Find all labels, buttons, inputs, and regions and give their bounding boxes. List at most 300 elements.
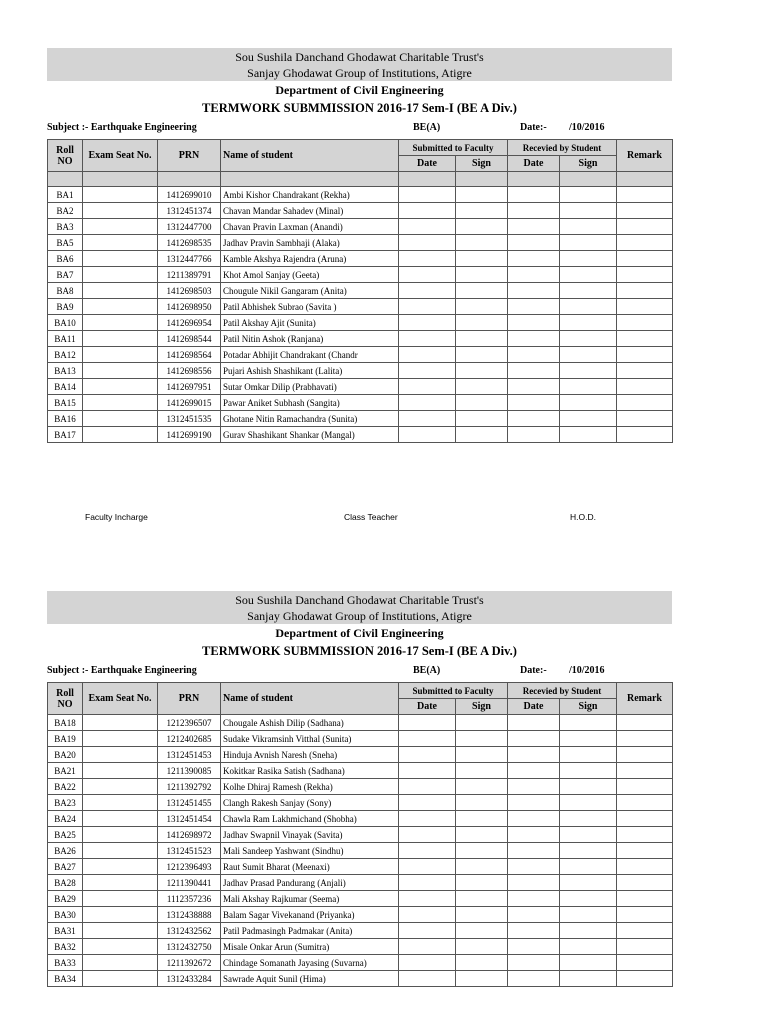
prn-cell: 1312447766 bbox=[158, 251, 221, 267]
roll-cell: BA14 bbox=[48, 379, 83, 395]
attendance-table bbox=[47, 139, 673, 443]
roll-cell: BA17 bbox=[48, 427, 83, 443]
name-cell: Kokitkar Rasika Satish (Sadhana) bbox=[221, 763, 399, 779]
submitted-date-cell bbox=[399, 827, 456, 843]
submitted-sign-cell bbox=[456, 731, 508, 747]
date-label: Date:- bbox=[520, 665, 547, 676]
attendance-table bbox=[47, 682, 673, 987]
received-sign-cell bbox=[560, 299, 617, 315]
submitted-date-cell bbox=[399, 379, 456, 395]
seat-cell bbox=[83, 283, 158, 299]
name-cell: Ambi Kishor Chandrakant (Rekha) bbox=[221, 187, 399, 203]
table-row bbox=[48, 795, 673, 811]
remark-cell bbox=[617, 299, 673, 315]
department-title: Department of Civil Engineering bbox=[275, 83, 444, 97]
col-date: Date bbox=[508, 699, 560, 715]
received-date-cell bbox=[508, 187, 560, 203]
submitted-sign-cell bbox=[456, 235, 508, 251]
submitted-sign-cell bbox=[456, 427, 508, 443]
received-date-cell bbox=[508, 939, 560, 955]
name-cell: Chavan Mandar Sahadev (Minal) bbox=[221, 203, 399, 219]
col-submitted: Submitted to Faculty bbox=[399, 683, 508, 699]
table-row bbox=[48, 811, 673, 827]
received-sign-cell bbox=[560, 395, 617, 411]
submitted-sign-cell bbox=[456, 779, 508, 795]
seat-cell bbox=[83, 747, 158, 763]
name-cell: Jadhav Pravin Sambhaji (Alaka) bbox=[221, 235, 399, 251]
received-sign-cell bbox=[560, 923, 617, 939]
institution-name: Sanjay Ghodawat Group of Institutions, Atigre bbox=[247, 66, 472, 80]
seat-cell bbox=[83, 731, 158, 747]
submitted-date-cell bbox=[399, 875, 456, 891]
table-row bbox=[48, 427, 673, 443]
table-row bbox=[48, 411, 673, 427]
remark-cell bbox=[617, 379, 673, 395]
hod-signature-label: H.O.D. bbox=[570, 512, 596, 522]
remark-cell bbox=[617, 251, 673, 267]
name-cell: Khot Amol Sanjay (Geeta) bbox=[221, 267, 399, 283]
remark-cell bbox=[617, 763, 673, 779]
submitted-sign-cell bbox=[456, 891, 508, 907]
submitted-sign-cell bbox=[456, 347, 508, 363]
col-remark: Remark bbox=[617, 683, 673, 715]
col-submitted: Submitted to Faculty bbox=[399, 140, 508, 156]
submitted-sign-cell bbox=[456, 795, 508, 811]
roll-cell: BA2 bbox=[48, 203, 83, 219]
received-sign-cell bbox=[560, 747, 617, 763]
received-sign-cell bbox=[560, 315, 617, 331]
roll-cell: BA15 bbox=[48, 395, 83, 411]
received-sign-cell bbox=[560, 347, 617, 363]
seat-cell bbox=[83, 955, 158, 971]
prn-cell: 1211390441 bbox=[158, 875, 221, 891]
remark-cell bbox=[617, 811, 673, 827]
received-sign-cell bbox=[560, 955, 617, 971]
remark-cell bbox=[617, 267, 673, 283]
prn-cell: 1412698950 bbox=[158, 299, 221, 315]
submitted-sign-cell bbox=[456, 203, 508, 219]
submitted-date-cell bbox=[399, 971, 456, 987]
submitted-date-cell bbox=[399, 923, 456, 939]
received-date-cell bbox=[508, 315, 560, 331]
received-sign-cell bbox=[560, 187, 617, 203]
name-cell: Jadhav Swapnil Vinayak (Savita) bbox=[221, 827, 399, 843]
received-sign-cell bbox=[560, 891, 617, 907]
received-date-cell bbox=[508, 875, 560, 891]
prn-cell: 1312432750 bbox=[158, 939, 221, 955]
roll-cell: BA1 bbox=[48, 187, 83, 203]
name-cell: Misale Onkar Arun (Sumitra) bbox=[221, 939, 399, 955]
name-cell: Clangh Rakesh Sanjay (Sony) bbox=[221, 795, 399, 811]
table-row bbox=[48, 347, 673, 363]
department-title: Department of Civil Engineering bbox=[275, 626, 444, 640]
seat-cell bbox=[83, 939, 158, 955]
seat-cell bbox=[83, 347, 158, 363]
submitted-date-cell bbox=[399, 395, 456, 411]
header-box bbox=[47, 48, 672, 81]
submitted-date-cell bbox=[399, 363, 456, 379]
table-row bbox=[48, 827, 673, 843]
table-row bbox=[48, 395, 673, 411]
submitted-date-cell bbox=[399, 795, 456, 811]
trust-name: Sou Sushila Danchand Ghodawat Charitable Trust's bbox=[235, 593, 484, 607]
subject-line bbox=[47, 117, 672, 139]
col-roll: Roll NO bbox=[48, 683, 83, 715]
received-date-cell bbox=[508, 811, 560, 827]
institution-name: Sanjay Ghodawat Group of Institutions, Atigre bbox=[247, 609, 472, 623]
submitted-sign-cell bbox=[456, 251, 508, 267]
col-date: Date bbox=[399, 699, 456, 715]
received-date-cell bbox=[508, 843, 560, 859]
seat-cell bbox=[83, 331, 158, 347]
remark-cell bbox=[617, 795, 673, 811]
prn-cell: 1412699015 bbox=[158, 395, 221, 411]
received-sign-cell bbox=[560, 411, 617, 427]
submitted-sign-cell bbox=[456, 411, 508, 427]
submitted-date-cell bbox=[399, 411, 456, 427]
received-date-cell bbox=[508, 235, 560, 251]
submitted-sign-cell bbox=[456, 923, 508, 939]
name-cell: Chougale Ashish Dilip (Sadhana) bbox=[221, 715, 399, 731]
submitted-date-cell bbox=[399, 811, 456, 827]
table-row bbox=[48, 779, 673, 795]
prn-cell: 1312451455 bbox=[158, 795, 221, 811]
col-received: Recevied by Student bbox=[508, 683, 617, 699]
received-sign-cell bbox=[560, 731, 617, 747]
received-sign-cell bbox=[560, 971, 617, 987]
submitted-date-cell bbox=[399, 299, 456, 315]
remark-cell bbox=[617, 411, 673, 427]
seat-cell bbox=[83, 251, 158, 267]
received-date-cell bbox=[508, 267, 560, 283]
prn-cell: 1312451523 bbox=[158, 843, 221, 859]
submitted-sign-cell bbox=[456, 747, 508, 763]
table-row bbox=[48, 731, 673, 747]
submitted-sign-cell bbox=[456, 187, 508, 203]
roll-cell: BA32 bbox=[48, 939, 83, 955]
received-sign-cell bbox=[560, 875, 617, 891]
remark-cell bbox=[617, 907, 673, 923]
submitted-date-cell bbox=[399, 267, 456, 283]
prn-cell: 1312451453 bbox=[158, 747, 221, 763]
name-cell: Hinduja Avnish Naresh (Sneha) bbox=[221, 747, 399, 763]
sheet-1 bbox=[47, 48, 672, 443]
submitted-date-cell bbox=[399, 955, 456, 971]
roll-cell: BA3 bbox=[48, 219, 83, 235]
prn-cell: 1312451535 bbox=[158, 411, 221, 427]
received-sign-cell bbox=[560, 219, 617, 235]
document-title: TERMWORK SUBMMISSION 2016-17 Sem-I (BE A Div.) bbox=[202, 644, 517, 658]
seat-cell bbox=[83, 219, 158, 235]
table-row bbox=[48, 203, 673, 219]
received-date-cell bbox=[508, 411, 560, 427]
date-value: /10/2016 bbox=[569, 122, 605, 133]
table-row bbox=[48, 891, 673, 907]
table-row bbox=[48, 187, 673, 203]
col-name: Name of student bbox=[221, 683, 399, 715]
remark-cell bbox=[617, 347, 673, 363]
received-date-cell bbox=[508, 219, 560, 235]
received-sign-cell bbox=[560, 363, 617, 379]
received-date-cell bbox=[508, 763, 560, 779]
received-sign-cell bbox=[560, 859, 617, 875]
submitted-date-cell bbox=[399, 779, 456, 795]
table-row bbox=[48, 331, 673, 347]
received-sign-cell bbox=[560, 267, 617, 283]
table-row bbox=[48, 971, 673, 987]
received-date-cell bbox=[508, 779, 560, 795]
col-prn: PRN bbox=[158, 683, 221, 715]
table-row bbox=[48, 907, 673, 923]
remark-cell bbox=[617, 731, 673, 747]
remark-cell bbox=[617, 235, 673, 251]
prn-cell: 1211389791 bbox=[158, 267, 221, 283]
received-date-cell bbox=[508, 955, 560, 971]
remark-cell bbox=[617, 363, 673, 379]
table-row bbox=[48, 235, 673, 251]
table-row bbox=[48, 763, 673, 779]
name-cell: Sudake Vikramsinh Vitthal (Sunita) bbox=[221, 731, 399, 747]
submitted-date-cell bbox=[399, 427, 456, 443]
received-date-cell bbox=[508, 251, 560, 267]
roll-cell: BA30 bbox=[48, 907, 83, 923]
submitted-date-cell bbox=[399, 843, 456, 859]
table-row bbox=[48, 251, 673, 267]
submitted-date-cell bbox=[399, 347, 456, 363]
roll-cell: BA8 bbox=[48, 283, 83, 299]
submitted-sign-cell bbox=[456, 267, 508, 283]
seat-cell bbox=[83, 395, 158, 411]
seat-cell bbox=[83, 923, 158, 939]
prn-cell: 1312451374 bbox=[158, 203, 221, 219]
seat-cell bbox=[83, 779, 158, 795]
roll-cell: BA19 bbox=[48, 731, 83, 747]
received-date-cell bbox=[508, 891, 560, 907]
name-cell: Chougule Nikil Gangaram (Anita) bbox=[221, 283, 399, 299]
seat-cell bbox=[83, 203, 158, 219]
prn-cell: 1312433284 bbox=[158, 971, 221, 987]
faculty-signature-label: Faculty Incharge bbox=[85, 512, 148, 522]
prn-cell: 1412698556 bbox=[158, 363, 221, 379]
name-cell: Jadhav Prasad Pandurang (Anjali) bbox=[221, 875, 399, 891]
table-row bbox=[48, 875, 673, 891]
submitted-date-cell bbox=[399, 315, 456, 331]
submitted-date-cell bbox=[399, 187, 456, 203]
prn-cell: 1312432562 bbox=[158, 923, 221, 939]
submitted-date-cell bbox=[399, 219, 456, 235]
name-cell: Patil Akshay Ajit (Sunita) bbox=[221, 315, 399, 331]
submitted-sign-cell bbox=[456, 331, 508, 347]
roll-cell: BA22 bbox=[48, 779, 83, 795]
prn-cell: 1212402685 bbox=[158, 731, 221, 747]
remark-cell bbox=[617, 827, 673, 843]
received-sign-cell bbox=[560, 427, 617, 443]
roll-cell: BA16 bbox=[48, 411, 83, 427]
subject-label: Subject :- Earthquake Engineering bbox=[47, 665, 197, 676]
name-cell: Potadar Abhijit Chandrakant (Chandr bbox=[221, 347, 399, 363]
col-sign: Sign bbox=[560, 156, 617, 172]
subject-line bbox=[47, 660, 672, 682]
prn-cell: 1412698544 bbox=[158, 331, 221, 347]
seat-cell bbox=[83, 859, 158, 875]
submitted-sign-cell bbox=[456, 315, 508, 331]
table-row bbox=[48, 315, 673, 331]
received-sign-cell bbox=[560, 235, 617, 251]
seat-cell bbox=[83, 411, 158, 427]
remark-cell bbox=[617, 971, 673, 987]
prn-cell: 1211392672 bbox=[158, 955, 221, 971]
received-sign-cell bbox=[560, 843, 617, 859]
seat-cell bbox=[83, 811, 158, 827]
roll-cell: BA29 bbox=[48, 891, 83, 907]
remark-cell bbox=[617, 395, 673, 411]
table-row bbox=[48, 267, 673, 283]
table-row bbox=[48, 363, 673, 379]
class-label: BE(A) bbox=[413, 665, 441, 676]
col-seat: Exam Seat No. bbox=[83, 683, 158, 715]
remark-cell bbox=[617, 203, 673, 219]
remark-cell bbox=[617, 939, 673, 955]
col-remark: Remark bbox=[617, 140, 673, 172]
prn-cell: 1212396493 bbox=[158, 859, 221, 875]
prn-cell: 1412698503 bbox=[158, 283, 221, 299]
received-sign-cell bbox=[560, 203, 617, 219]
remark-cell bbox=[617, 843, 673, 859]
received-date-cell bbox=[508, 331, 560, 347]
remark-cell bbox=[617, 955, 673, 971]
remark-cell bbox=[617, 891, 673, 907]
name-cell: Sawrade Aquit Sunil (Hima) bbox=[221, 971, 399, 987]
table-row bbox=[48, 379, 673, 395]
seat-cell bbox=[83, 187, 158, 203]
seat-cell bbox=[83, 299, 158, 315]
received-sign-cell bbox=[560, 283, 617, 299]
name-cell: Patil Padmasingh Padmakar (Anita) bbox=[221, 923, 399, 939]
remark-cell bbox=[617, 747, 673, 763]
submitted-date-cell bbox=[399, 747, 456, 763]
header-box bbox=[47, 591, 672, 624]
name-cell: Pawar Aniket Subhash (Sangita) bbox=[221, 395, 399, 411]
col-date: Date bbox=[508, 156, 560, 172]
submitted-sign-cell bbox=[456, 395, 508, 411]
roll-cell: BA26 bbox=[48, 843, 83, 859]
roll-cell: BA9 bbox=[48, 299, 83, 315]
roll-cell: BA6 bbox=[48, 251, 83, 267]
col-sign: Sign bbox=[560, 699, 617, 715]
received-date-cell bbox=[508, 379, 560, 395]
seat-cell bbox=[83, 379, 158, 395]
roll-cell: BA23 bbox=[48, 795, 83, 811]
prn-cell: 1412696954 bbox=[158, 315, 221, 331]
submitted-date-cell bbox=[399, 891, 456, 907]
received-date-cell bbox=[508, 827, 560, 843]
table-row bbox=[48, 747, 673, 763]
roll-cell: BA28 bbox=[48, 875, 83, 891]
submitted-date-cell bbox=[399, 859, 456, 875]
name-cell: Raut Sumit Bharat (Meenaxi) bbox=[221, 859, 399, 875]
received-sign-cell bbox=[560, 907, 617, 923]
roll-cell: BA34 bbox=[48, 971, 83, 987]
remark-cell bbox=[617, 779, 673, 795]
subject-label: Subject :- Earthquake Engineering bbox=[47, 122, 197, 133]
submitted-sign-cell bbox=[456, 299, 508, 315]
name-cell: Kolhe Dhiraj Ramesh (Rekha) bbox=[221, 779, 399, 795]
received-date-cell bbox=[508, 363, 560, 379]
col-received: Recevied by Student bbox=[508, 140, 617, 156]
prn-cell: 1211390085 bbox=[158, 763, 221, 779]
seat-cell bbox=[83, 827, 158, 843]
roll-cell: BA25 bbox=[48, 827, 83, 843]
sheet-2 bbox=[47, 591, 672, 987]
col-prn: PRN bbox=[158, 140, 221, 172]
received-sign-cell bbox=[560, 251, 617, 267]
remark-cell bbox=[617, 923, 673, 939]
submitted-date-cell bbox=[399, 763, 456, 779]
table-row bbox=[48, 859, 673, 875]
remark-cell bbox=[617, 283, 673, 299]
submitted-sign-cell bbox=[456, 219, 508, 235]
received-sign-cell bbox=[560, 379, 617, 395]
seat-cell bbox=[83, 715, 158, 731]
submitted-date-cell bbox=[399, 731, 456, 747]
received-date-cell bbox=[508, 795, 560, 811]
seat-cell bbox=[83, 763, 158, 779]
submitted-sign-cell bbox=[456, 763, 508, 779]
table-row bbox=[48, 955, 673, 971]
table-row bbox=[48, 299, 673, 315]
name-cell: Balam Sagar Vivekanand (Priyanka) bbox=[221, 907, 399, 923]
roll-cell: BA20 bbox=[48, 747, 83, 763]
col-sign: Sign bbox=[456, 699, 508, 715]
submitted-sign-cell bbox=[456, 907, 508, 923]
name-cell: Sutar Omkar Dilip (Prabhavati) bbox=[221, 379, 399, 395]
received-date-cell bbox=[508, 859, 560, 875]
prn-cell: 1312438888 bbox=[158, 907, 221, 923]
name-cell: Patil Nitin Ashok (Ranjana) bbox=[221, 331, 399, 347]
document-title: TERMWORK SUBMMISSION 2016-17 Sem-I (BE A Div.) bbox=[202, 101, 517, 115]
submitted-sign-cell bbox=[456, 859, 508, 875]
table-row bbox=[48, 939, 673, 955]
class-label: BE(A) bbox=[413, 122, 441, 133]
prn-cell: 1412699010 bbox=[158, 187, 221, 203]
received-sign-cell bbox=[560, 827, 617, 843]
remark-cell bbox=[617, 331, 673, 347]
received-date-cell bbox=[508, 299, 560, 315]
roll-cell: BA18 bbox=[48, 715, 83, 731]
name-cell: Patil Abhishek Subrao (Savita ) bbox=[221, 299, 399, 315]
seat-cell bbox=[83, 427, 158, 443]
received-sign-cell bbox=[560, 811, 617, 827]
submitted-date-cell bbox=[399, 251, 456, 267]
received-date-cell bbox=[508, 731, 560, 747]
received-date-cell bbox=[508, 395, 560, 411]
roll-cell: BA7 bbox=[48, 267, 83, 283]
prn-cell: 1211392792 bbox=[158, 779, 221, 795]
name-cell: Kamble Akshya Rajendra (Aruna) bbox=[221, 251, 399, 267]
name-cell: Mali Sandeep Yashwant (Sindhu) bbox=[221, 843, 399, 859]
prn-cell: 1412697951 bbox=[158, 379, 221, 395]
remark-cell bbox=[617, 219, 673, 235]
prn-cell: 1412698535 bbox=[158, 235, 221, 251]
date-label: Date:- bbox=[520, 122, 547, 133]
trust-name: Sou Sushila Danchand Ghodawat Charitable Trust's bbox=[235, 50, 484, 64]
name-cell: Chawla Ram Lakhmichand (Shobha) bbox=[221, 811, 399, 827]
seat-cell bbox=[83, 315, 158, 331]
seat-cell bbox=[83, 971, 158, 987]
table-row bbox=[48, 283, 673, 299]
roll-cell: BA12 bbox=[48, 347, 83, 363]
seat-cell bbox=[83, 235, 158, 251]
